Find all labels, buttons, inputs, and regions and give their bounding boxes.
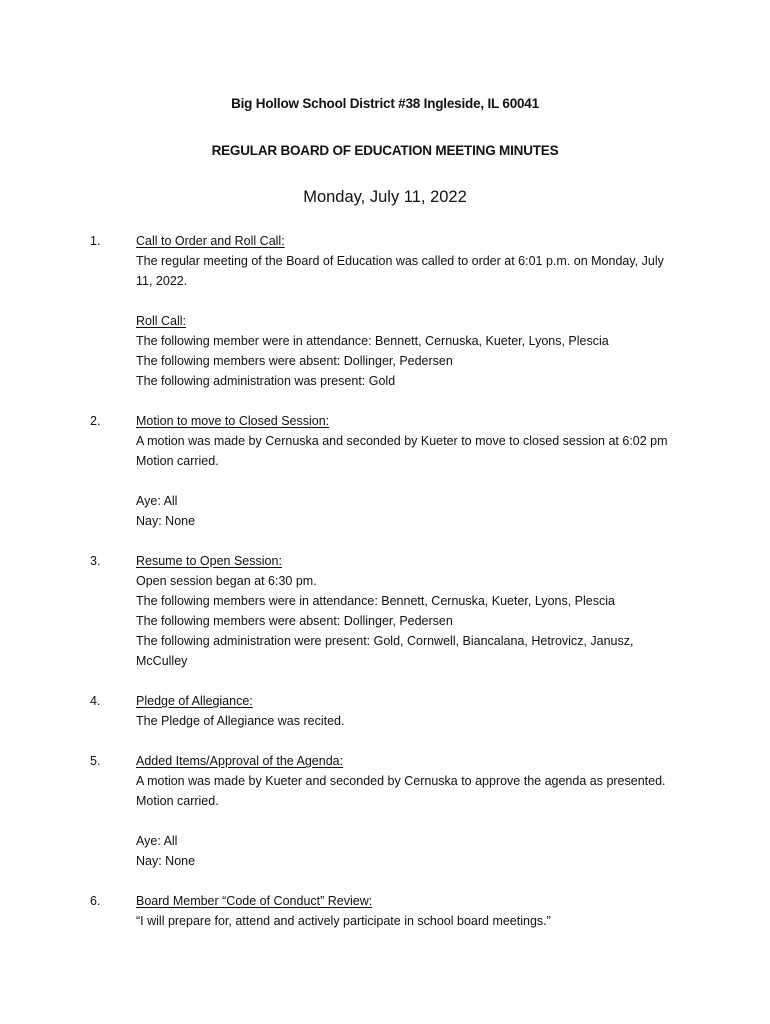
district-heading: Big Hollow School District #38 Ingleside, IL 60041 xyxy=(231,96,539,111)
item-text-line: Open session began at 6:30 pm. xyxy=(136,574,317,588)
item-number: 1. xyxy=(90,234,101,248)
item-text-line: A motion was made by Kueter and seconded by Cernuska to approve the agenda as presented. xyxy=(136,774,666,788)
item-number: 2. xyxy=(90,414,101,428)
item-heading: Board Member “Code of Conduct” Review: xyxy=(136,894,373,908)
item-heading: Call to Order and Roll Call: xyxy=(136,234,285,248)
vote-nay: Nay: None xyxy=(136,514,196,528)
vote-nay: Nay: None xyxy=(136,854,196,868)
absent-line: The following members were absent: Dollinger, Pedersen xyxy=(136,614,453,628)
item-text-line: Motion carried. xyxy=(136,794,219,808)
absent-line: The following members were absent: Dollinger, Pedersen xyxy=(136,354,453,368)
item-text-line: “I will prepare for, attend and actively participate in school board meetings.” xyxy=(136,914,551,928)
item-number: 5. xyxy=(90,754,101,768)
attendance-line: The following member were in attendance: Bennett, Cernuska, Kueter, Lyons, Plescia xyxy=(136,334,609,348)
item-text-line: The Pledge of Allegiance was recited. xyxy=(136,714,345,728)
item-heading: Resume to Open Session: xyxy=(136,554,282,568)
document-title: REGULAR BOARD OF EDUCATION MEETING MINUTES xyxy=(211,143,559,158)
item-heading: Pledge of Allegiance: xyxy=(136,694,253,708)
vote-aye: Aye: All xyxy=(136,494,178,508)
item-text-line: Motion carried. xyxy=(136,454,219,468)
item-text-line: The regular meeting of the Board of Education was called to order at 6:01 p.m. on Monday, July xyxy=(136,254,664,268)
item-text-line: A motion was made by Cernuska and seconded by Kueter to move to closed session at 6:02 pm xyxy=(136,434,668,448)
meeting-date: Monday, July 11, 2022 xyxy=(303,188,467,206)
item-text-line: 11, 2022. xyxy=(136,274,188,288)
roll-call-heading: Roll Call: xyxy=(136,314,187,328)
vote-aye: Aye: All xyxy=(136,834,178,848)
attendance-line: The following members were in attendance: Bennett, Cernuska, Kueter, Lyons, Plescia xyxy=(136,594,615,608)
administration-line: The following administration were present: Gold, Cornwell, Biancalana, Hetrovicz, Janusz, xyxy=(136,634,634,648)
item-heading: Motion to move to Closed Session: xyxy=(136,414,330,428)
administration-line: The following administration was present: Gold xyxy=(136,374,396,388)
item-heading: Added Items/Approval of the Agenda: xyxy=(136,754,344,768)
item-number: 4. xyxy=(90,694,101,708)
item-number: 3. xyxy=(90,554,101,568)
administration-line-cont: McCulley xyxy=(136,654,188,668)
item-number: 6. xyxy=(90,894,101,908)
